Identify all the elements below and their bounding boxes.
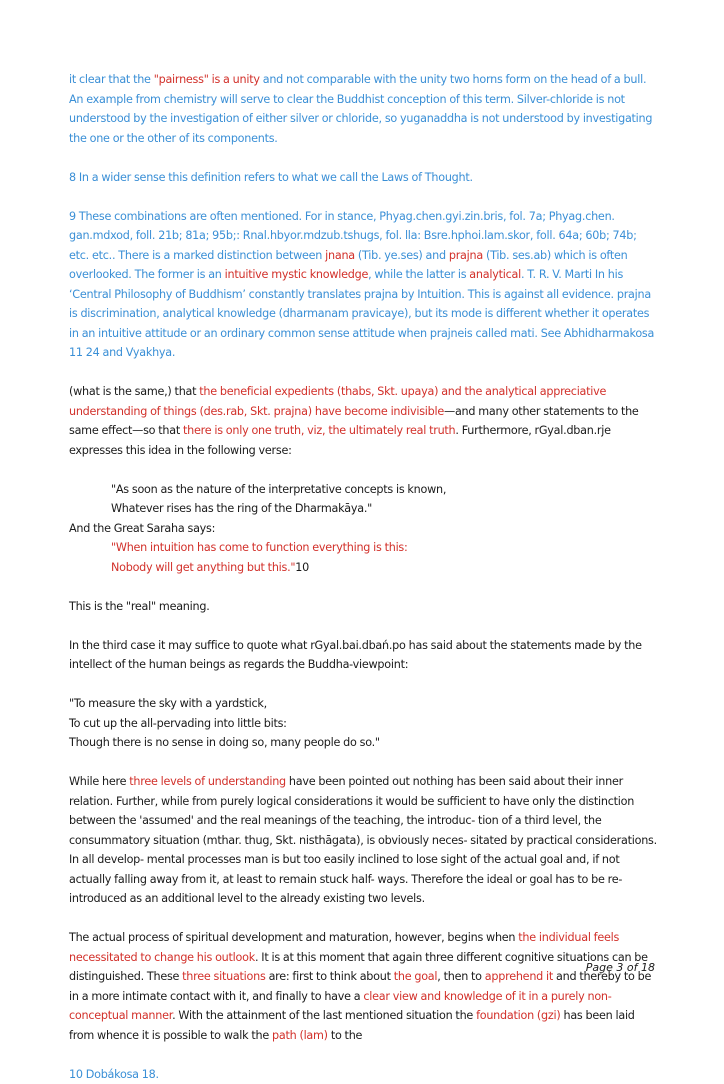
highlighted-text: jnana	[325, 249, 355, 262]
text-run: , then to	[437, 970, 485, 983]
text-run: and thereby to be in a more intimate contact with it, and finally to have a	[69, 970, 651, 1003]
text-run: —and many other statements to the same effect—so that	[69, 405, 639, 438]
text-run: . With the attainment of the last mentioned situation the	[172, 1009, 476, 1022]
document-page	[69, 70, 659, 1084]
footnote-9	[69, 207, 659, 363]
text-run: The actual process of spiritual development and maturation, however, begins when	[69, 931, 518, 944]
footnote-ref-10[interactable]: 10	[295, 561, 309, 574]
footnote-8: 8 In a wider sense this definition refers to what we call the Laws of Thought.	[69, 168, 659, 188]
verse-saraha	[69, 538, 659, 577]
paragraph-three-levels	[69, 772, 659, 909]
text-run: it clear that the	[69, 73, 154, 86]
text-run: While here	[69, 775, 129, 788]
verse-line: Though there is no sense in doing so, many people do so."	[69, 733, 659, 753]
text-run: (Tib. ses.ab) which is often overlooked. The former is an	[69, 249, 628, 282]
text-run: and not comparable with the unity two horns form on the head of a bull. An example from chemistry will serve to clear the Buddhist conception of this term. Silver-chloride is not understood by the investigation of either silver or chloride, so yuganaddha is not understood by investigating the one or the other of its components.	[69, 73, 652, 145]
highlighted-text: "pairness" is a unity	[154, 73, 260, 86]
text-run: 9 These combinations are often mentioned. For in stance, Phyag.chen.gyi.zin.bris, fol. 7a; Phyag.chen. gan.mdxod, foll. 21b; 81a; 95b;: Rnal.hbyor.mdzub.tshugs, fol. lla: Bsre.hphoi.lam.skor, foll. 64a; 60b; 74b; etc. etc.. There is a marked distinction between	[69, 210, 637, 262]
paragraph-spiritual-process	[69, 928, 659, 1045]
real-meaning-line: This is the "real" meaning.	[69, 597, 659, 617]
verse-line: "As soon as the nature of the interpretative concepts is known,	[111, 480, 659, 500]
text-run: (Tib. ye.ses) and	[355, 249, 449, 262]
verse-line: "When intuition has come to function everything is this:	[111, 538, 659, 558]
highlighted-text: three levels of understanding	[129, 775, 286, 788]
footnote-7-continuation	[69, 70, 659, 148]
verse-yardstick	[69, 694, 659, 753]
highlighted-text: the goal	[394, 970, 438, 983]
text-run: . Furthermore, rGyal.dban.rje expresses this idea in the following verse:	[69, 424, 611, 457]
verse-line: "To measure the sky with a yardstick,	[69, 694, 659, 714]
text-run: , while the latter is	[368, 268, 469, 281]
highlighted-text: intuitive mystic knowledge	[225, 268, 368, 281]
saraha-intro: And the Great Saraha says:	[69, 519, 659, 539]
verse-line: Nobody will get anything but this."	[111, 561, 295, 574]
highlighted-text: analytical	[469, 268, 521, 281]
text-run: . T. R. V. Marti In his ‘Central Philosophy of Buddhism’ constantly translates prajna by Intuition. This is against all evidence. prajna is discrimination, analytical knowledge (dharmanam pravicaye), but its mode is different whether it operates in an intuitive attitude or an ordinary common sense attitude when prajneis called mati. See Abhidharmakosa 11 24 and Vyakhya.	[69, 268, 654, 359]
highlighted-text: clear view and knowledge of it in a purely non-conceptual manner	[69, 990, 612, 1023]
verse-line: To cut up the all-pervading into little bits:	[69, 714, 659, 734]
text-run: are: first to think about	[266, 970, 394, 983]
verse-line: Whatever rises has the ring of the Dharmakāya."	[111, 499, 659, 519]
text-run: have been pointed out nothing has been said about their inner relation. Further, while from purely logical considerations it would be sufficient to have only the distinction between the 'assumed' and the real meanings of the teaching, the introduc- tion of a third level, the consummatory situation (mthar. thug, Skt. nisthāgata), is obviously neces- sitated by practical considerations. In all develop- mental processes man is but too easily inclined to lose sight of the actual goal and, if not actually falling away from it, at least to remain stuck half- ways. Therefore the ideal or goal has to be re- introduced as an additional level to the already existing two levels.	[69, 775, 657, 905]
paragraph-indivisible	[69, 382, 659, 460]
highlighted-text: the individual feels necessitated to change his outlook	[69, 931, 619, 964]
page-number: Page 3 of 18	[586, 958, 655, 978]
highlighted-text: the beneficial expedients (thabs, Skt. upaya) and the analytical appreciative understanding of things (des.rab, Skt. prajna) have become indivisible	[69, 385, 606, 418]
footnote-10: 10 Dobákosa 18.	[69, 1065, 659, 1084]
text-run: has been laid from whence it is possible to walk the	[69, 1009, 635, 1042]
highlighted-text: prajna	[449, 249, 483, 262]
text-run: . It is at this moment that again three different cognitive situations can be distinguished. These	[69, 951, 648, 984]
highlighted-text: three situations	[182, 970, 265, 983]
verse-rgyal-dban-rje	[69, 480, 659, 519]
text-run: (what is the same,) that	[69, 385, 199, 398]
highlighted-text: there is only one truth, viz, the ultimately real truth	[183, 424, 455, 437]
paragraph-third-case: In the third case it may suffice to quote what rGyal.bai.dbań.po has said about the statements made by the intellect of the human beings as regards the Buddha-viewpoint:	[69, 636, 659, 675]
highlighted-text: foundation (gzi)	[476, 1009, 560, 1022]
highlighted-text: apprehend it	[485, 970, 553, 983]
highlighted-text: path (lam)	[272, 1029, 328, 1042]
text-run: to the	[328, 1029, 362, 1042]
